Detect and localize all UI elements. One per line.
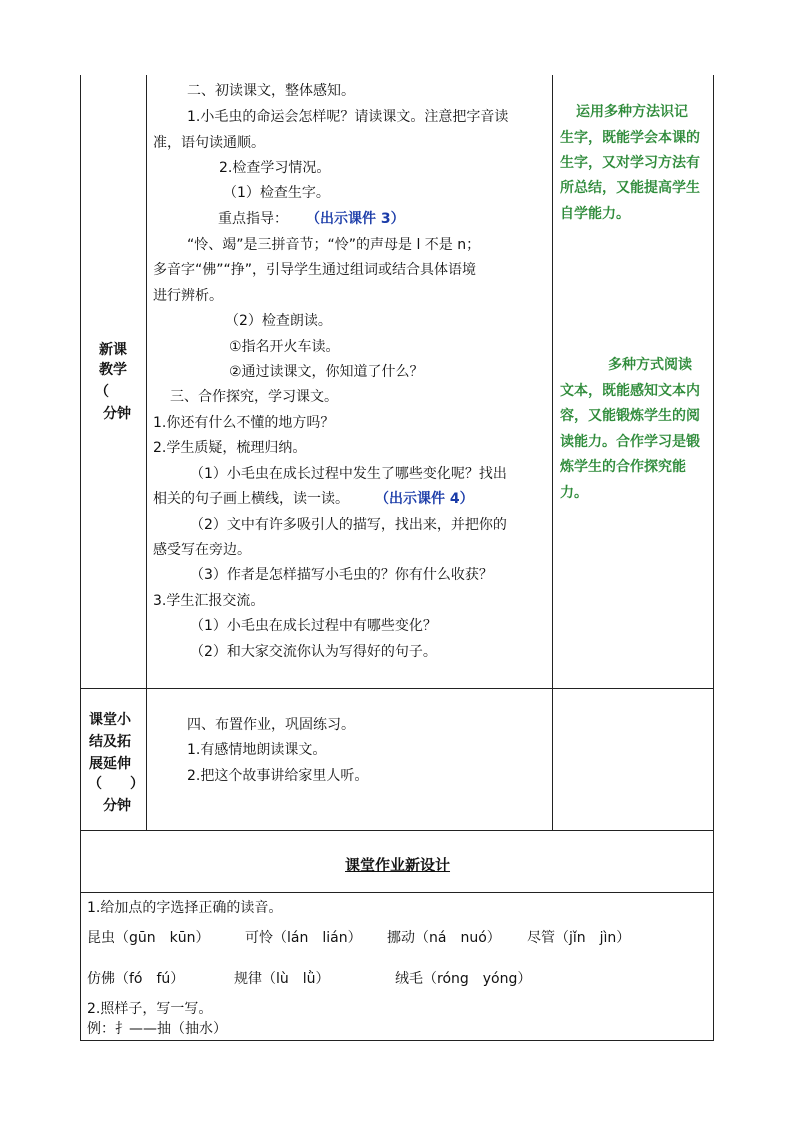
design-note-line: 多种方式阅读	[608, 357, 692, 373]
design-note-line: 生字，又对学习方法有	[560, 155, 700, 171]
content-line: ①指名开火车读。	[229, 339, 340, 355]
content-line: 2.学生质疑，梳理归纳。	[153, 440, 307, 456]
section-label-line: 课堂小	[89, 712, 131, 728]
design-note-line: 炼学生的合作探究能	[560, 459, 686, 475]
section-label-line: 展延伸	[89, 756, 131, 772]
section-label-line: 分钟	[103, 798, 131, 814]
question-2: 2.照样子，写一写。	[87, 1001, 213, 1017]
table-left-border	[80, 75, 81, 1041]
section-label-line: 分钟	[103, 406, 131, 422]
content-line: 感受写在旁边。	[153, 542, 251, 558]
design-note-line: 运用多种方法识记	[576, 104, 688, 120]
section-label-line: （	[95, 384, 109, 400]
content-line: （1）检查生字。	[223, 185, 330, 201]
row-divider-1	[80, 688, 714, 689]
content-line: 准，语句读通顺。	[153, 135, 265, 151]
row-divider-2	[80, 830, 714, 831]
col-divider-1	[146, 75, 147, 831]
content-line: 3.学生汇报交流。	[153, 593, 265, 609]
section-label-line: （ ）	[88, 776, 144, 792]
content-line: （1）小毛虫在成长过程中发生了哪些变化呢？找出	[190, 466, 507, 482]
row-divider-3	[80, 892, 714, 893]
design-note-line: 自学能力。	[560, 206, 630, 222]
courseware-ref: （出示课件 4）	[375, 491, 474, 507]
pinyin-choice: 尽管（jǐn jìn）	[527, 930, 631, 946]
design-note-line: 生字，既能学会本课的	[560, 130, 700, 146]
question-1: 1.给加点的字选择正确的读音。	[87, 900, 283, 916]
design-note-line: 文本，既能感知文本内	[560, 383, 700, 399]
pinyin-choice: 昆虫（gūn kūn）	[87, 930, 210, 946]
content-line: （1）小毛虫在成长过程中有哪些变化？	[190, 618, 437, 634]
pinyin-choice: 绒毛（róng yóng）	[395, 971, 532, 987]
content-line: （2）检查朗读。	[225, 313, 332, 329]
pinyin-choice: 仿佛（fó fú）	[87, 971, 185, 987]
section-label-line: 结及拓	[89, 734, 131, 750]
content-line: （2）文中有许多吸引人的描写，找出来，并把你的	[190, 517, 507, 533]
content-line: 2.把这个故事讲给家里人听。	[187, 768, 369, 784]
design-note-line: 读能力。合作学习是锻	[560, 434, 700, 450]
content-line: （3）作者是怎样描写小毛虫的？你有什么收获？	[190, 567, 493, 583]
content-line: 二、初读课文，整体感知。	[187, 83, 355, 99]
content-line: 三、合作探究，学习课文。	[170, 389, 338, 405]
content-line: 四、布置作业，巩固练习。	[187, 717, 355, 733]
example-line: 例：扌——抽（抽水）	[87, 1021, 227, 1037]
col-divider-2	[552, 75, 553, 831]
pinyin-choice: 规律（lù lǜ）	[234, 971, 330, 987]
design-note-line: 所总结，又能提高学生	[560, 180, 700, 196]
pinyin-choice: 可怜（lán lián）	[245, 930, 362, 946]
content-line: 1.你还有什么不懂的地方吗？	[153, 415, 335, 431]
table-bottom-border	[80, 1040, 714, 1041]
content-line: 相关的句子画上横线，读一读。	[153, 491, 349, 507]
courseware-ref: （出示课件 3）	[306, 211, 405, 227]
pinyin-choice: 挪动（ná nuó）	[387, 930, 501, 946]
content-line: ②通过读课文，你知道了什么？	[229, 364, 424, 380]
content-line: （2）和大家交流你认为写得好的句子。	[190, 644, 437, 660]
section-label-line: 教学	[99, 362, 127, 378]
content-line: “怜、竭”是三拼音节；“怜”的声母是 l 不是 n；	[187, 237, 481, 253]
homework-title: 课堂作业新设计	[345, 856, 451, 874]
content-line: 进行辨析。	[153, 288, 223, 304]
section-label-line: 新课	[99, 342, 127, 358]
content-line: 1.有感情地朗读课文。	[187, 742, 327, 758]
content-line: 2.检查学习情况。	[219, 160, 331, 176]
design-note-line: 容，又能锻炼学生的阅	[560, 408, 700, 424]
content-line: 重点指导：	[218, 211, 288, 227]
design-note-line: 力。	[560, 485, 588, 501]
content-line: 多音字“佛”“挣”，引导学生通过组词或结合具体语境	[153, 262, 477, 278]
content-line: 1.小毛虫的命运会怎样呢？请读课文。注意把字音读	[187, 109, 509, 125]
table-right-border	[713, 75, 714, 1041]
